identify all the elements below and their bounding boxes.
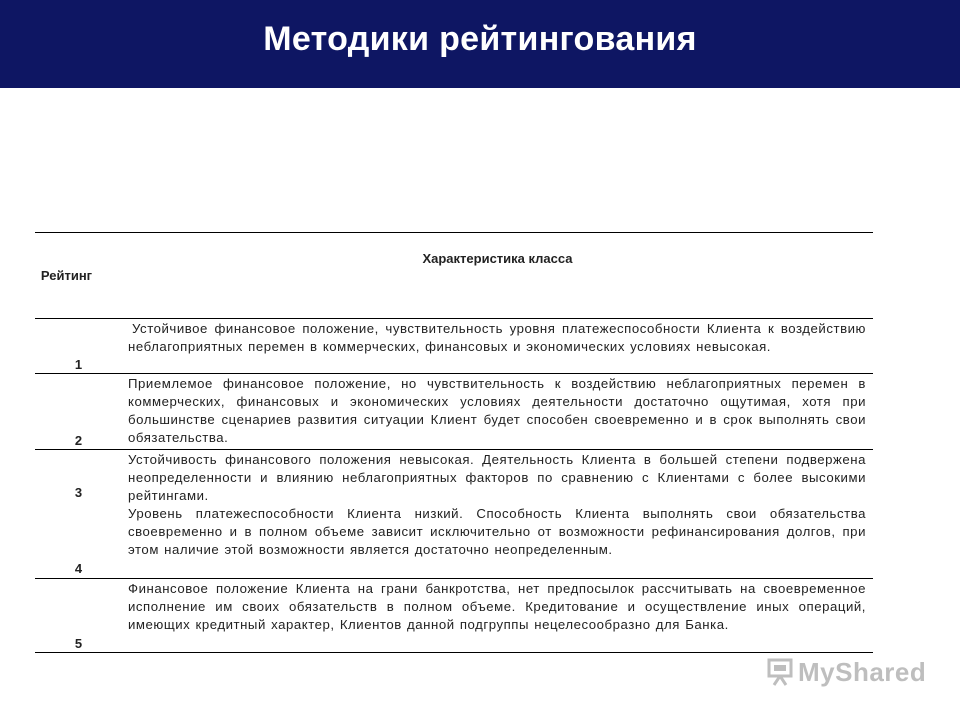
- slide-title: Методики рейтингования: [263, 19, 697, 58]
- table-row: [35, 374, 873, 450]
- description-cell: [122, 450, 873, 579]
- title-bar: [0, 0, 960, 88]
- watermark-logo: [766, 654, 936, 690]
- table-row: [35, 579, 873, 653]
- rating-cell-group: [35, 450, 122, 579]
- description-cell: Финансовое положение Клиента на грани банкротства, нет предпосылок рассчитывать на своевременное исполнение им своих обязательств в полном объеме. Кредитование и осуществление иных операций, имеющих кредитный характер, Клиентов данной подгруппы нецелесообразно для Банка.: [128, 581, 866, 632]
- header-rating: Рейтинг: [40, 268, 93, 283]
- rating-cell: 5: [74, 636, 83, 651]
- description-text-3: Устойчивость финансового положения невысокая. Деятельность Клиента в большей степени подвержена неопределенности и влиянию неблагоприятных факторов по сравнению с Клиентами с более высокими рейтингами.: [128, 452, 866, 503]
- table-row: [35, 319, 873, 374]
- description-cell: Устойчивое финансовое положение, чувствительность уровня платежеспособности Клиента к воздействию неблагоприятных перемен в коммерческих, финансовых и экономических условиях невысокая.: [128, 321, 866, 354]
- presentation-board-icon: [766, 657, 794, 687]
- rating-cell: 2: [74, 433, 83, 448]
- rating-label-3: 3: [74, 485, 83, 500]
- table-header-row: [35, 233, 873, 319]
- description-text-4: Уровень платежеспособности Клиента низкий. Способность Клиента выполнять свои обязательства своевременно и в полном объеме зависит исключительно от возможности рефинансирования долгов, при этом наличие этой возможности является достаточно неопределенным.: [128, 506, 866, 557]
- rating-table: [35, 232, 873, 653]
- header-description: Характеристика класса: [422, 251, 573, 266]
- table-row: [35, 450, 873, 579]
- rating-cell: 1: [74, 357, 83, 372]
- rating-label-4: 4: [74, 561, 83, 576]
- watermark-text: MyShared: [798, 656, 927, 687]
- description-cell: Приемлемое финансовое положение, но чувствительность к воздействию неблагоприятных перемен в коммерческих, финансовых и экономических условиях деятельности достаточно ощутимая, хотя при большинстве сценариев развития ситуации Клиент будет способен своевременно и в срок выполнять свои обязательства.: [128, 376, 866, 445]
